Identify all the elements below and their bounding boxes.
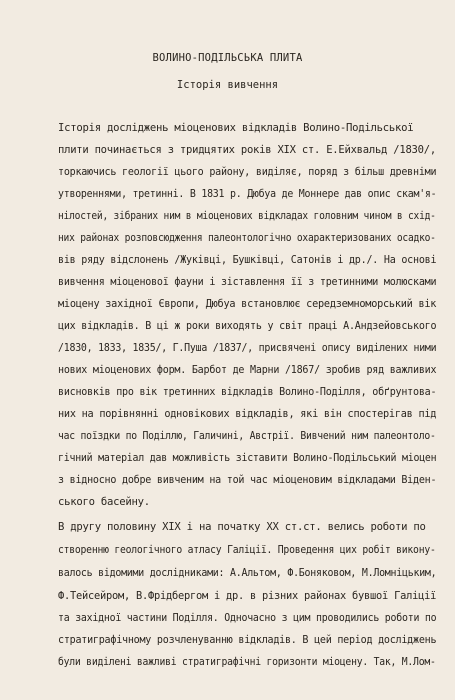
text-line: утвореннями, третинні. В 1831 р. Дюбуа де Моннере дав опис скам'я- [58, 188, 437, 200]
text-line: міоцену західної Європи, Дюбуа встановлює середземноморський вік [58, 298, 437, 310]
text-line: стратиграфічному розчленуванню відкладів. В цей період досліджень [58, 634, 437, 646]
text-line: цих відкладів. В ці ж роки виходять у світ праці А.Андзейовського [58, 320, 437, 332]
text-line: час поїздки по Поділлю, Галичині, Австрії. Вивчений ним палеонтоло- [58, 430, 436, 442]
text-line: Ф.Тейсейром, В.Фрідбергом і др. в різних районах бувшої Галіції [58, 590, 437, 602]
text-line: нілостей, зібраних ним в міоценових відкладах головним чином в схід- [58, 210, 436, 222]
document-title: ВОЛИНО-ПОДІЛЬСЬКА ПЛИТА [152, 52, 303, 64]
text-line: були виділені важливі стратиграфічні горизонти міоцену. Так, М.Лом- [58, 656, 436, 668]
text-line: та західної частини Поділля. Одночасно з цим проводились роботи по [58, 612, 437, 624]
text-line: створенню геологічного атласу Галіції. Проведення цих робіт викону- [58, 544, 436, 556]
text-line: В другу половину XIX і на початку XX ст.ст. велись роботи по [58, 521, 426, 533]
text-line: торкаючись геології цього району, виділяє, поряд з більш древніми [58, 166, 437, 178]
text-line: гічний матеріал дав можливість зіставити Волино-Подільський міоцен [58, 452, 437, 464]
text-line: нових міоценових форм. Барбот де Марни /1867/ зробив ряд важливих [58, 364, 437, 376]
text-line: вів ряду відслонень /Жуківці, Бушківці, Сатонів і др./. На основі [58, 254, 437, 266]
text-line: /1830, 1833, 1835/, Г.Пуша /1837/, присвячені опису виділених ними [58, 342, 437, 354]
text-line: вивчення міоценової фауни і зіставлення її з третинними молюсками [58, 276, 437, 288]
text-line: ського басейну. [58, 496, 150, 508]
text-line: висновків про вік третинних відкладів Волино-Поділля, обґрунтова- [58, 386, 437, 398]
text-line: валось відомими дослідниками: А.Альтом, Ф.Боняковом, М.Ломніцьким, [58, 567, 437, 579]
section-subtitle: Історія вивчення [176, 79, 279, 91]
text-line: них районах розповсюдження палеонтологічно охарактеризованих осадко- [58, 232, 436, 244]
text-line: Історія досліджень міоценових відкладів Волино-Подільської [58, 122, 414, 134]
text-line: плити починається з тридцятих років XIX ст. Е.Ейхвальд /1830/, [58, 144, 436, 156]
text-line: них на порівнянні одновікових відкладів, які він спостерігав під [58, 408, 437, 420]
text-line: з відносно добре вивченим на той час міоценовим відкладами Віден- [58, 474, 437, 486]
